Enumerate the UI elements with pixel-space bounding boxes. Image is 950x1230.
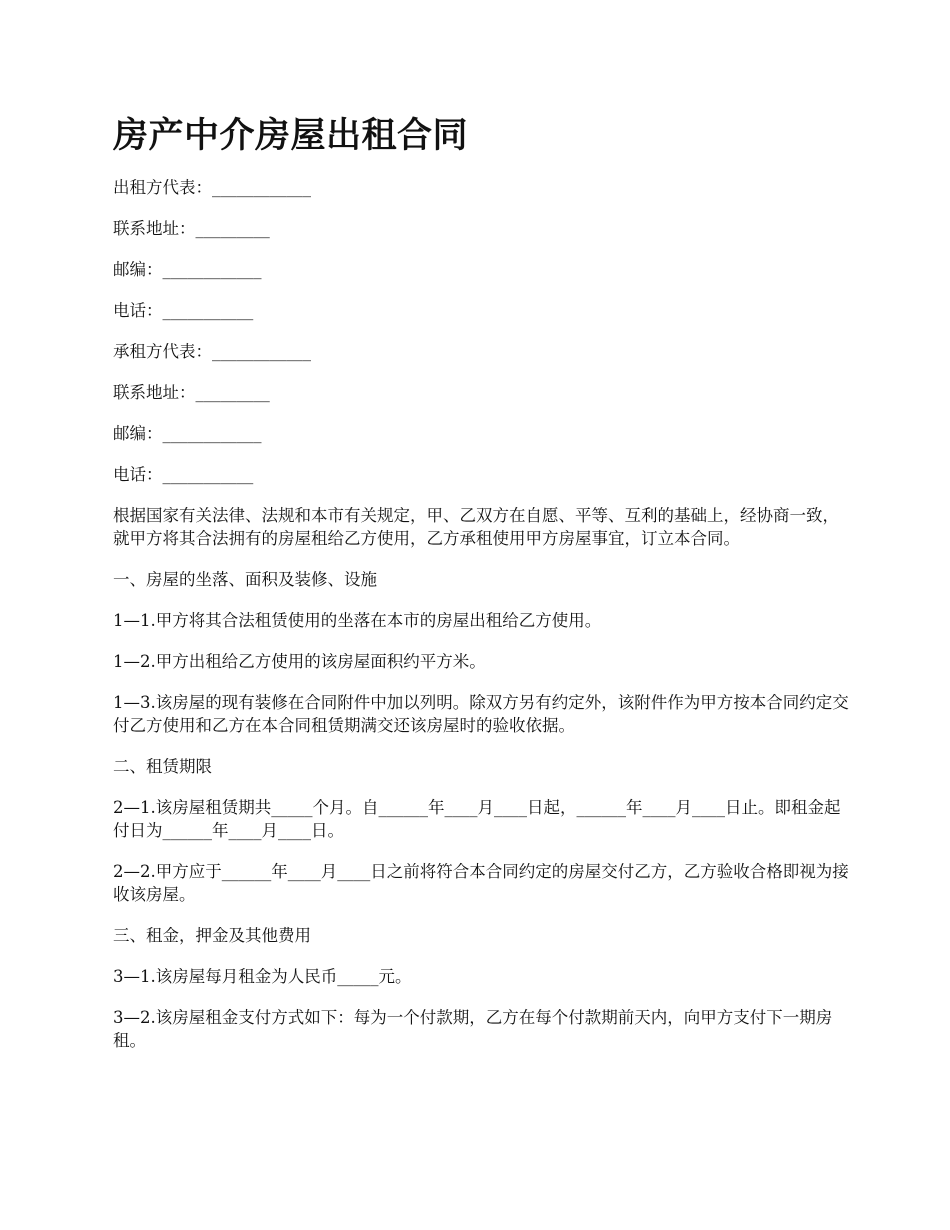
lessor-representative-field: 出租方代表：____________ — [113, 178, 311, 197]
clause-1-1: 1—1.甲方将其合法租赁使用的坐落在本市的房屋出租给乙方使用。 — [113, 611, 602, 630]
section-heading-3: 三、租金，押金及其他费用 — [113, 926, 311, 945]
lessor-address-field: 联系地址：_________ — [113, 219, 270, 238]
lessee-representative-field: 承租方代表：____________ — [113, 342, 311, 361]
party-info — [113, 176, 850, 486]
lessor-postcode-field: 邮编：____________ — [113, 260, 262, 279]
clause-2-1: 2—1.该房屋租赁期共_____个月。自______年____月____日起，______年____月____日止。即租金起付日为______年____月____日。 — [113, 798, 841, 840]
contract-body — [113, 504, 850, 1052]
lessee-postcode-field: 邮编：____________ — [113, 424, 262, 443]
clause-1-3: 1—3.该房屋的现有装修在合同附件中加以列明。除双方另有约定外，该附件作为甲方按本合同约定交付乙方使用和乙方在本合同租赁期满交还该房屋时的验收依据。 — [113, 693, 849, 735]
lessor-phone-field: 电话：___________ — [113, 301, 254, 320]
clause-3-2: 3—2.该房屋租金支付方式如下：每为一个付款期，乙方在每个付款期前天内，向甲方支付下一期房租。 — [113, 1008, 833, 1050]
document-title: 房产中介房屋出租合同 — [113, 115, 469, 156]
section-heading-2: 二、租赁期限 — [113, 757, 212, 776]
section-heading-1: 一、房屋的坐落、面积及装修、设施 — [113, 570, 377, 589]
lessee-phone-field: 电话：___________ — [113, 465, 254, 484]
clause-1-2: 1—2.甲方出租给乙方使用的该房屋面积约平方米。 — [113, 652, 486, 671]
clause-3-1: 3—1.该房屋每月租金为人民币_____元。 — [113, 967, 412, 986]
lessee-address-field: 联系地址：_________ — [113, 383, 270, 402]
clause-2-2: 2—2.甲方应于______年____月____日之前将符合本合同约定的房屋交付乙方，乙方验收合格即视为接收该房屋。 — [113, 862, 849, 904]
preamble-paragraph: 根据国家有关法律、法规和本市有关规定，甲、乙双方在自愿、平等、互利的基础上，经协商一致，就甲方将其合法拥有的房屋租给乙方使用，乙方承租使用甲方房屋事宜，订立本合同。 — [113, 506, 839, 548]
